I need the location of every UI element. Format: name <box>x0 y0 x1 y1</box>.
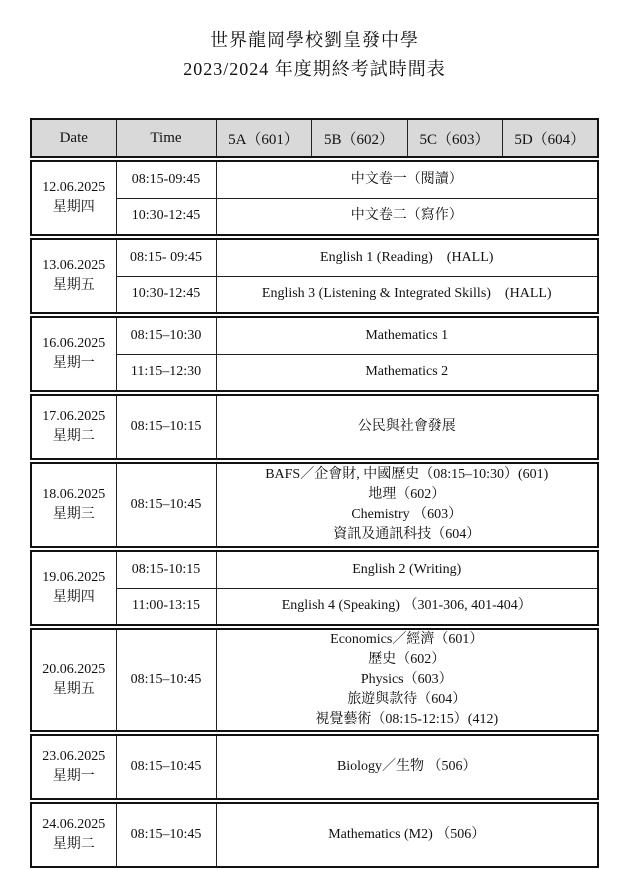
exam-time: 11:15–12:30 <box>116 354 216 391</box>
exam-subject: Physics（603） <box>360 672 453 687</box>
table-row <box>31 198 598 235</box>
exam-weekday: 星期四 <box>52 200 95 215</box>
exam-weekday: 星期二 <box>52 837 95 852</box>
exam-time: 10:30-12:45 <box>116 198 216 235</box>
exam-subject-cell <box>216 463 598 547</box>
exam-date-cell <box>31 317 116 391</box>
header-5a: 5A（601） <box>216 119 311 157</box>
exam-subject: English 4 (Speaking) （301-306, 401-404） <box>281 598 532 614</box>
exam-time: 08:15–10:45 <box>116 735 216 799</box>
exam-time: 08:15- 09:45 <box>116 239 216 276</box>
table-row <box>31 551 598 588</box>
exam-date-cell <box>31 463 116 547</box>
header-date: Date <box>31 119 116 157</box>
table-row <box>31 276 598 313</box>
exam-subject: 地理（602） <box>368 487 446 502</box>
exam-date-cell <box>31 239 116 313</box>
exam-date-cell <box>31 395 116 459</box>
exam-time: 08:15-10:15 <box>116 551 216 588</box>
exam-weekday: 星期五 <box>52 682 95 697</box>
exam-subject-cell <box>216 198 598 235</box>
exam-date: 17.06.2025 <box>42 409 106 424</box>
exam-date: 16.06.2025 <box>42 336 106 351</box>
school-name: 世界龍岡學校劉皇發中學 <box>210 30 419 50</box>
exam-subject-cell <box>216 395 598 459</box>
exam-subject: Mathematics (M2) （506） <box>328 827 486 842</box>
exam-date-cell <box>31 803 116 867</box>
exam-date: 13.06.2025 <box>42 258 106 273</box>
exam-weekday: 星期四 <box>52 590 95 605</box>
exam-subject: English 2 (Writing) <box>352 561 462 577</box>
exam-date: 19.06.2025 <box>42 570 106 585</box>
exam-date: 20.06.2025 <box>42 662 106 677</box>
header-row <box>31 119 598 157</box>
table-row <box>31 629 598 731</box>
table-row <box>31 803 598 867</box>
exam-time: 08:15–10:45 <box>116 803 216 867</box>
exam-date: 18.06.2025 <box>42 487 106 502</box>
exam-time: 08:15-09:45 <box>116 161 216 198</box>
exam-subject: Mathematics 1 <box>365 327 449 343</box>
table-row <box>31 463 598 547</box>
exam-date-cell <box>31 551 116 625</box>
table-row <box>31 161 598 198</box>
exam-time: 11:00-13:15 <box>116 588 216 625</box>
exam-subject: Biology／生物 （506） <box>336 759 477 774</box>
exam-weekday: 星期一 <box>52 356 95 371</box>
exam-time: 08:15–10:45 <box>116 463 216 547</box>
exam-subject-cell <box>216 276 598 313</box>
table-row <box>31 354 598 391</box>
exam-subject: English 3 (Listening & Integrated Skills) (HALL) <box>261 286 552 302</box>
exam-subject-cell <box>216 588 598 625</box>
exam-subject: BAFS／企會財, 中國歷史（08:15–10:30）(601) <box>265 467 549 482</box>
exam-subject-cell <box>216 161 598 198</box>
exam-subject-cell <box>216 803 598 867</box>
header-5c: 5C（603） <box>407 119 502 157</box>
exam-weekday: 星期一 <box>52 769 95 784</box>
table-row <box>31 317 598 354</box>
exam-subject: 中文卷一（閱讀） <box>350 171 463 187</box>
header-5b: 5B（602） <box>311 119 407 157</box>
exam-subject-cell <box>216 354 598 391</box>
exam-weekday: 星期二 <box>52 429 95 444</box>
exam-subject: 公民與社會發展 <box>357 419 456 434</box>
timetable-title: 2023/2024 年度期終考試時間表 <box>183 59 446 79</box>
exam-subject: English 1 (Reading) (HALL) <box>320 249 494 265</box>
exam-subject: Mathematics 2 <box>365 364 449 380</box>
exam-subject-cell <box>216 735 598 799</box>
table-row <box>31 588 598 625</box>
exam-date: 23.06.2025 <box>42 749 106 764</box>
exam-subject-cell <box>216 239 598 276</box>
exam-time: 08:15–10:30 <box>116 317 216 354</box>
table-row <box>31 239 598 276</box>
exam-date-cell <box>31 735 116 799</box>
exam-subject: 視覺藝術（08:15-12:15）(412) <box>315 712 499 727</box>
exam-timetable <box>30 118 599 868</box>
exam-date: 24.06.2025 <box>42 817 106 832</box>
exam-subject: 中文卷二（寫作） <box>350 208 463 224</box>
exam-weekday: 星期五 <box>52 278 95 293</box>
exam-time: 08:15–10:45 <box>116 629 216 731</box>
exam-date: 12.06.2025 <box>42 180 106 195</box>
header-5d: 5D（604） <box>502 119 598 157</box>
table-row <box>31 735 598 799</box>
exam-weekday: 星期三 <box>52 507 95 522</box>
exam-subject: Chemistry （603） <box>351 507 463 522</box>
exam-subject: 歷史（602） <box>368 652 446 667</box>
exam-subject: Economics／經濟（601） <box>330 632 484 647</box>
exam-time: 10:30-12:45 <box>116 276 216 313</box>
exam-subject: 資訊及通訊科技（604） <box>333 527 481 542</box>
table-row <box>31 395 598 459</box>
exam-time: 08:15–10:15 <box>116 395 216 459</box>
header-time: Time <box>116 119 216 157</box>
exam-date-cell <box>31 161 116 235</box>
exam-subject-cell <box>216 551 598 588</box>
exam-subject-cell <box>216 629 598 731</box>
exam-date-cell <box>31 629 116 731</box>
exam-subject: 旅遊與款待（604） <box>347 692 467 707</box>
exam-subject-cell <box>216 317 598 354</box>
